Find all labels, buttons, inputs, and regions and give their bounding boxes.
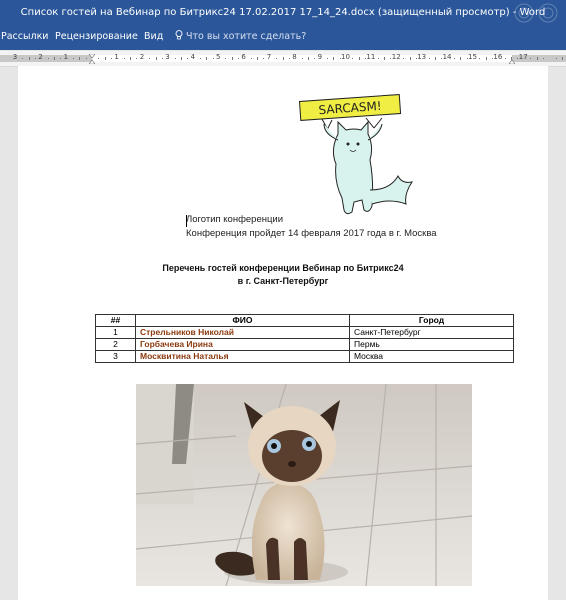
- ruler-number: 15: [468, 53, 477, 61]
- ruler-dot: [403, 58, 404, 59]
- ruler-number: 9: [317, 53, 323, 61]
- ruler-dot: [327, 58, 328, 59]
- ruler-number: 1: [63, 53, 69, 61]
- ruler-tick: [410, 57, 411, 60]
- tab-view[interactable]: Вид: [144, 31, 164, 42]
- ruler-tick: [486, 57, 487, 60]
- tab-mailings[interactable]: Рассылки: [1, 31, 49, 42]
- guest-name: Стрельников Николай: [136, 327, 350, 339]
- column-header-number: ##: [96, 315, 136, 327]
- lightbulb-icon: [175, 30, 183, 40]
- document-page[interactable]: [18, 66, 548, 600]
- ruler-dot: [454, 58, 455, 59]
- row-number: 3: [96, 351, 136, 363]
- first-line-indent-marker[interactable]: [89, 54, 95, 64]
- ruler-number: 14: [442, 53, 452, 61]
- ruler-dot: [263, 58, 264, 59]
- list-heading: Перечень гостей конференции Вебинар по Битрикс24: [162, 263, 404, 273]
- ruler-dot: [289, 58, 290, 59]
- ruler-tick: [79, 57, 80, 60]
- tell-me-search[interactable]: [175, 26, 306, 48]
- ruler-number: 11: [366, 53, 376, 61]
- ruler-dot: [365, 58, 366, 59]
- column-header-city: Город: [350, 315, 514, 327]
- ruler-dot: [48, 58, 49, 59]
- ruler-number: 3: [12, 53, 18, 61]
- row-number: 1: [96, 327, 136, 339]
- guest-name: Горбачева Ирина: [136, 339, 350, 351]
- ruler-tick: [384, 57, 385, 60]
- ruler-dot: [467, 58, 468, 59]
- ruler-number: 8: [292, 53, 297, 61]
- decorative-pattern-icon: [502, 2, 562, 24]
- ruler-dot: [505, 58, 506, 59]
- ruler-tick: [511, 57, 512, 60]
- ruler-tick: [333, 57, 334, 60]
- row-number: 2: [96, 339, 136, 351]
- guest-city: Санкт-Петербург: [350, 327, 514, 339]
- ruler-number: 6: [241, 53, 246, 61]
- ruler-dot: [136, 58, 137, 59]
- ruler-tick: [181, 57, 182, 60]
- guest-city: Москва: [350, 351, 514, 363]
- ruler-dot: [225, 58, 226, 59]
- list-subheading: в г. Санкт-Петербург: [237, 276, 329, 286]
- ruler-dot: [149, 58, 150, 59]
- ruler-dot: [98, 58, 99, 59]
- ruler-dot: [302, 58, 303, 59]
- ruler-tick: [308, 57, 309, 60]
- ruler-number: 7: [266, 53, 272, 61]
- ruler-dot: [378, 58, 379, 59]
- ruler-tick: [156, 57, 157, 60]
- ruler-dot: [390, 58, 391, 59]
- ruler-dot: [530, 58, 531, 59]
- ruler-number: 4: [190, 53, 196, 61]
- ruler-dot: [251, 58, 252, 59]
- table-row: [96, 327, 514, 339]
- ruler-number: 12: [391, 53, 401, 61]
- ruler-dot: [73, 58, 74, 59]
- ruler-dot: [162, 58, 163, 59]
- ruler-dot: [86, 58, 87, 59]
- ruler-number: 10: [341, 53, 350, 61]
- logo-banner-text: SARCASM!: [318, 98, 383, 118]
- ruler-dot: [276, 58, 277, 59]
- window-title: Список гостей на Вебинар по Битрикс24 17.02.2017 17_14_24.docx (защищенный просмотр) - Word: [20, 7, 546, 18]
- ruler-dot: [441, 58, 442, 59]
- ruler-tick: [460, 57, 461, 60]
- ruler-dot: [543, 58, 544, 59]
- ruler-number: 16: [493, 53, 503, 61]
- ruler-dot: [340, 58, 341, 59]
- ruler-tick: [283, 57, 284, 60]
- ruler-tick: [54, 57, 55, 60]
- ribbon-tab-bar: [0, 26, 566, 50]
- guest-table: [95, 314, 514, 363]
- ruler-tick: [537, 57, 538, 60]
- ruler-tick: [435, 57, 436, 60]
- ruler-dot: [200, 58, 201, 59]
- ruler-dot: [111, 58, 112, 59]
- ruler-tick: [130, 57, 131, 60]
- ruler-tick: [206, 57, 207, 60]
- ruler-number: 2: [139, 53, 145, 61]
- ruler-tick: [105, 57, 106, 60]
- column-header-fio: ФИО: [136, 315, 350, 327]
- guest-name: Москвитина Наталья: [136, 351, 350, 363]
- ruler-dot: [35, 58, 36, 59]
- ruler-dot: [175, 58, 176, 59]
- ruler-dot: [314, 58, 315, 59]
- ruler-number: 5: [216, 53, 221, 61]
- ruler-dot: [124, 58, 125, 59]
- ruler-dot: [556, 58, 557, 59]
- title-bar: [0, 0, 566, 26]
- ruler-number: 17: [518, 53, 528, 61]
- ruler-number: 2: [38, 53, 43, 61]
- horizontal-ruler[interactable]: [0, 51, 566, 67]
- tell-me-placeholder: Что вы хотите сделать?: [186, 31, 307, 42]
- ruler-dot: [213, 58, 214, 59]
- ruler-dot: [187, 58, 188, 59]
- conference-info: Конференция пройдет 14 февраля 2017 года в г. Москва: [186, 228, 437, 239]
- cat-photo: [136, 384, 472, 586]
- ruler-dot: [517, 58, 518, 59]
- table-row: [96, 351, 514, 363]
- ruler-number: 13: [417, 53, 427, 61]
- ruler-dot: [60, 58, 61, 59]
- table-header-row: [96, 315, 514, 327]
- ruler-dot: [429, 58, 430, 59]
- ruler-dot: [492, 58, 493, 59]
- ruler-dot: [416, 58, 417, 59]
- ruler-tick: [359, 57, 360, 60]
- ruler-dot: [238, 58, 239, 59]
- tab-review[interactable]: Рецензирование: [55, 31, 138, 42]
- ruler-dot: [352, 58, 353, 59]
- ruler-number: 3: [165, 53, 170, 61]
- logo-caption: Логотип конференции: [186, 214, 284, 225]
- ruler-tick: [257, 57, 258, 60]
- ruler-tick: [29, 57, 30, 60]
- ruler-number: 1: [114, 53, 119, 61]
- ruler-tick: [562, 57, 563, 60]
- ruler-tick: [232, 57, 233, 60]
- sarcasm-cat-logo: [294, 94, 439, 219]
- guest-city: Пермь: [350, 339, 514, 351]
- ruler-dot: [22, 58, 23, 59]
- ruler-dot: [479, 58, 480, 59]
- table-row: [96, 339, 514, 351]
